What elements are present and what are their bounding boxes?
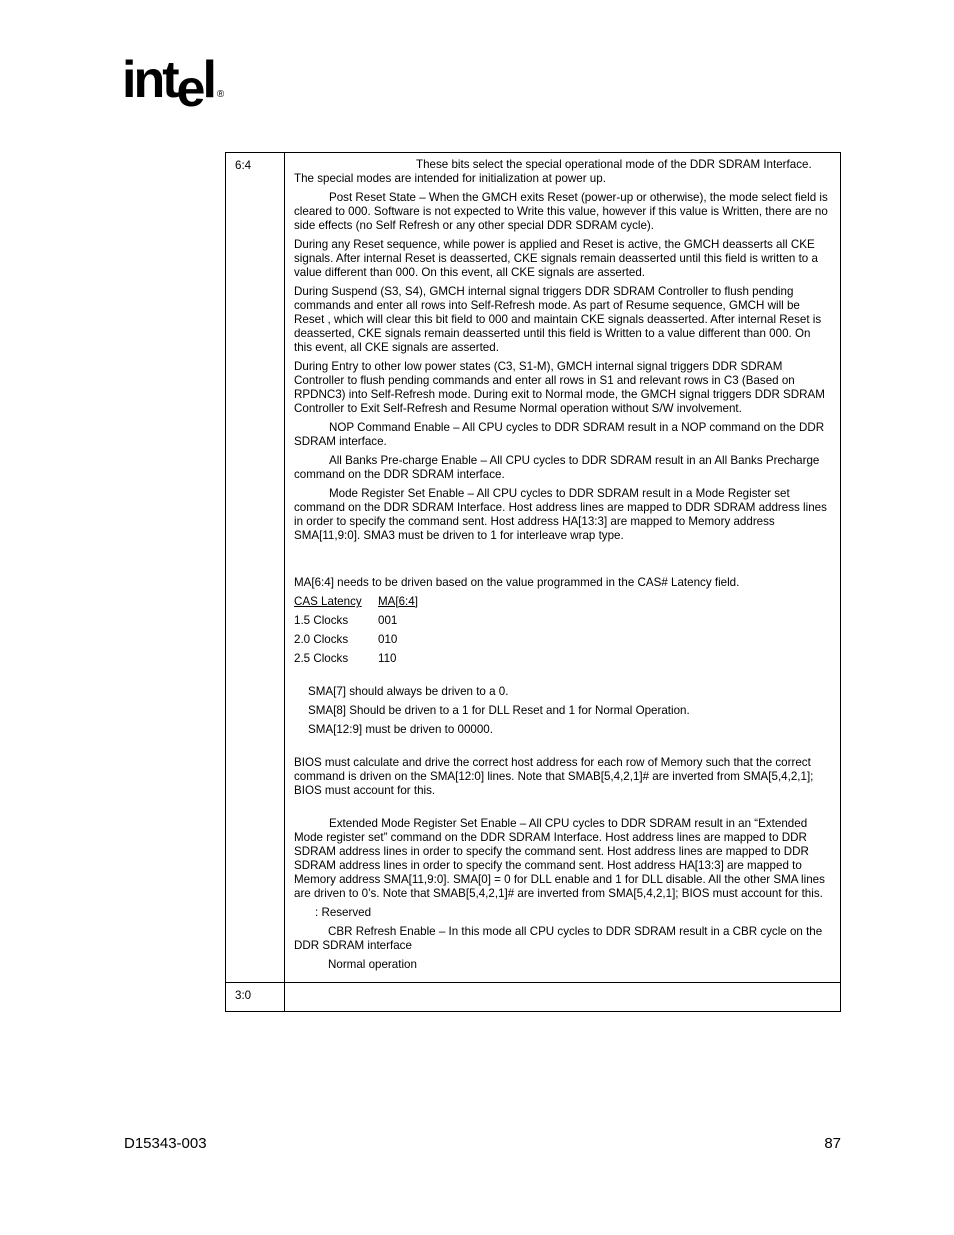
table-row <box>226 983 841 1012</box>
mrs-text: Mode Register Set Enable – All CPU cycles to DDR SDRAM result in a Mode Register set command on the DDR SDRAM Interface. Host address lines are mapped to DDR SDRAM address lines in order to specify the command sent. Host address HA[13:3] are mapped to Memory address SMA[11,9:0]. SMA3 must be driven to 1 for interleave wrap type. <box>294 487 827 542</box>
logo-text-e: e <box>176 60 203 118</box>
cas-latency-heading: CAS Latency <box>294 595 362 608</box>
logo-text-l: l <box>202 51 214 109</box>
ma-heading: MA[6:4] <box>378 595 418 608</box>
register-bit-table <box>225 152 841 1012</box>
spacer <box>294 803 829 817</box>
reset-seq-text: During any Reset sequence, while power is applied and Reset is active, the GMCH deasserts all CKE signals. After internal Reset is deasserted, CKE signals remain deasserted until this field is written to a value different than 000. On this event, all CKE signals are asserted. <box>294 238 818 279</box>
low-power-text: During Entry to other low power states (C3, S1-M), GMCH internal signal triggers DDR SDRAM Controller to flush pending commands and enter all rows in S1 and relevant rows in C3 (Based on RPDNC3) into Self-Refresh mode. During exit to Normal mode, the GMCH signal triggers DDR SDRAM Controller to Exit Self-Refresh and Resume Normal operation without S/W involvement. <box>294 360 825 415</box>
spacer <box>294 548 829 576</box>
sma12-text: SMA[12:9] must be driven to 00000. <box>308 723 493 736</box>
sma7-text: SMA[7] should always be driven to a 0. <box>308 685 509 698</box>
suspend-text: During Suspend (S3, S4), GMCH internal signal triggers DDR SDRAM Controller to flush pending commands and enter all rows into Self-Refresh mode. As part of Resume sequence, GMCH will be Reset , which will clear this bit field to 000 and maintain CKE signals deasserted. After internal Reset is deasserted, CKE signals remain deasserted until this field is Written to a value different than 000. On this event, all CKE signals are asserted. <box>294 285 822 354</box>
description-cell <box>285 983 841 1012</box>
bit-range-cell: 3:0 <box>226 983 285 1012</box>
table-row <box>226 153 841 983</box>
cbr-text: CBR Refresh Enable – In this mode all CPU cycles to DDR SDRAM result in a CBR cycle on the DDR SDRAM interface <box>294 925 823 952</box>
nop-text: NOP Command Enable – All CPU cycles to DDR SDRAM result in a NOP command on the DDR SDRAM interface. <box>294 421 825 448</box>
ma-note-text: MA[6:4] needs to be driven based on the value programmed in the CAS# Latency field. <box>294 576 740 589</box>
page-number: 87 <box>824 1135 841 1152</box>
table-row: 2.0 Clocks 010 <box>294 633 398 646</box>
document-id: D15343-003 <box>124 1135 207 1152</box>
bit-range-cell: 6:4 <box>226 153 285 983</box>
logo-text-int: int <box>122 51 177 109</box>
sma8-text: SMA[8] Should be driven to a 1 for DLL Reset and 1 for Normal Operation. <box>308 704 690 717</box>
spacer <box>294 671 829 685</box>
registered-mark: ® <box>216 89 225 100</box>
intro-text: These bits select the special operational mode of the DDR SDRAM Interface. The special modes are intended for initialization at power up. <box>294 158 812 185</box>
table-row: 1.5 Clocks 001 <box>294 614 398 627</box>
description-cell <box>285 153 841 983</box>
intel-logo <box>122 51 225 118</box>
reserved-text: : Reserved <box>315 906 372 919</box>
all-banks-text: All Banks Pre-charge Enable – All CPU cycles to DDR SDRAM result in an All Banks Precharge command on the DDR SDRAM interface. <box>294 454 820 481</box>
emrs-text: Extended Mode Register Set Enable – All CPU cycles to DDR SDRAM result in an “Extended Mode register set” command on the DDR SDRAM Interface. Host address lines are mapped to DDR SDRAM address lines in order to specify the command sent. Host address lines are mapped to DDR SDRAM address lines in order to specify the command sent. Host address HA[13:3] are mapped to Memory address SMA[11,9:0]. SMA[0] = 0 for DLL enable and 1 for DLL disable. All the other SMA lines are driven to 0’s. Note that SMAB[5,4,2,1]# are inverted from SMA[5,4,2,1]; BIOS must account for this. <box>294 817 825 900</box>
table-row: 2.5 Clocks 110 <box>294 652 397 665</box>
post-reset-text: Post Reset State – When the GMCH exits Reset (power-up or otherwise), the mode select field is cleared to 000. Software is not expected to Write this value, however if this value is Written, there are no side effects (no Self Refresh or any other special DDR SDRAM cycle). <box>294 191 828 232</box>
spacer <box>294 742 829 756</box>
bios-text: BIOS must calculate and drive the correct host address for each row of Memory such that the correct command is driven on the SMA[12:0] lines. Note that SMAB[5,4,2,1]# are inverted from SMA[5,4,2,1]; BIOS must account for this. <box>294 756 814 797</box>
cas-table-header <box>294 595 829 609</box>
normal-text: Normal operation <box>328 958 417 971</box>
